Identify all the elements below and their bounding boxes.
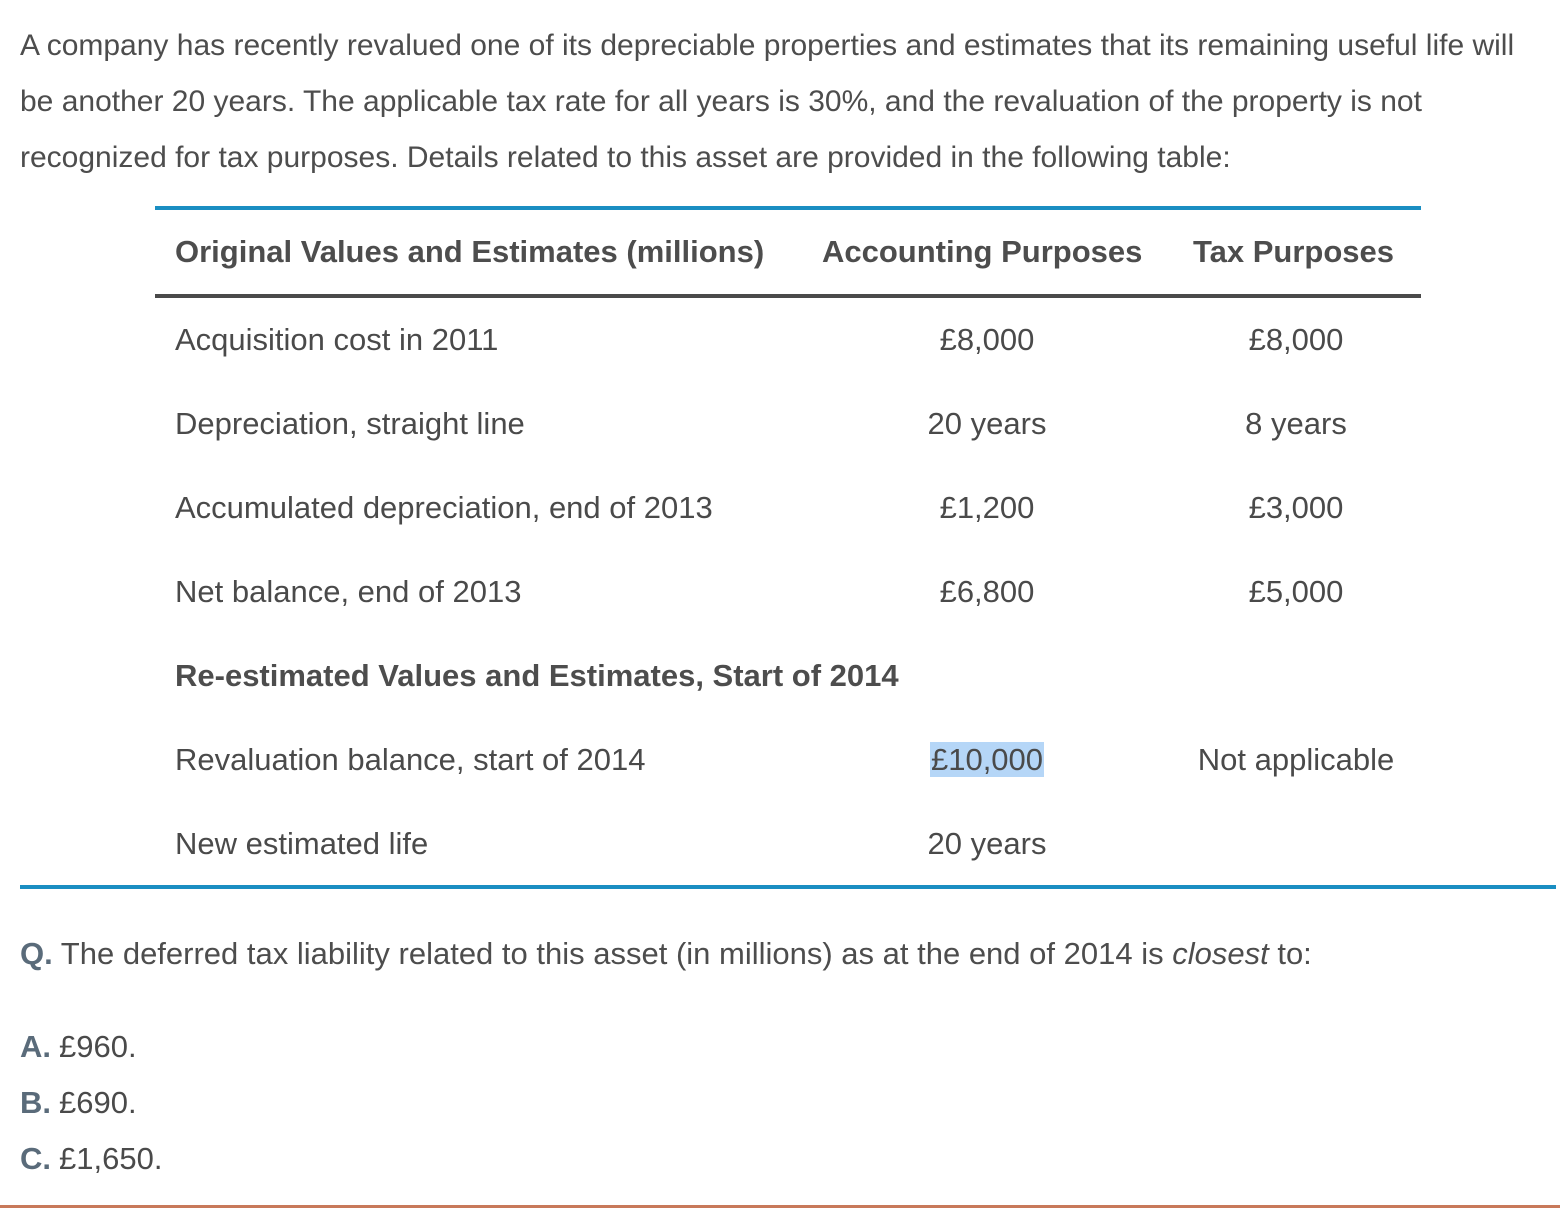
question-emphasis: closest bbox=[1172, 936, 1269, 971]
row-tax-net-balance: £5,000 bbox=[1248, 574, 1344, 609]
row-label-accumulated-depreciation: Accumulated depreciation, end of 2013 bbox=[175, 490, 713, 525]
row-tax-acquisition-cost: £8,000 bbox=[1248, 322, 1344, 357]
header-accounting-purposes: Accounting Purposes bbox=[822, 234, 1143, 269]
row-tax-accumulated-depreciation: £3,000 bbox=[1248, 490, 1344, 525]
selected-text-highlight[interactable]: £10,000 bbox=[930, 742, 1044, 777]
row-tax-revaluation-balance: Not applicable bbox=[1197, 742, 1395, 777]
question-text-end: to: bbox=[1277, 936, 1312, 971]
row-accounting-new-estimated-life: 20 years bbox=[927, 826, 1047, 861]
answer-text: £960. bbox=[59, 1029, 137, 1064]
row-accounting-net-balance: £6,800 bbox=[939, 574, 1035, 609]
answer-text: £690. bbox=[59, 1085, 137, 1120]
row-accounting-depreciation: 20 years bbox=[927, 406, 1047, 441]
row-tax-depreciation: 8 years bbox=[1245, 406, 1347, 441]
intro-paragraph: A company has recently revalued one of its depreciable properties and estimates that its remaining useful life will be another 20 years. The applicable tax rate for all years is 30%, and the revaluation of the property is not recognized for tax purposes. Details related to this asset are provided in the following table: bbox=[20, 29, 1515, 174]
question-label: Q. bbox=[20, 936, 53, 971]
row-accounting-accumulated-depreciation: £1,200 bbox=[939, 490, 1035, 525]
answer-list bbox=[20, 1025, 162, 1193]
table-top-rule bbox=[155, 206, 1421, 210]
table-header-rule bbox=[155, 294, 1421, 298]
row-label-acquisition-cost: Acquisition cost in 2011 bbox=[175, 322, 499, 357]
section-heading-reestimated: Re-estimated Values and Estimates, Start of 2014 bbox=[175, 658, 899, 693]
header-tax-purposes: Tax Purposes bbox=[1193, 234, 1395, 269]
answer-letter: A. bbox=[20, 1029, 51, 1064]
row-accounting-acquisition-cost: £8,000 bbox=[939, 322, 1035, 357]
row-accounting-revaluation-balance bbox=[820, 740, 1154, 780]
row-label-revaluation-balance: Revaluation balance, start of 2014 bbox=[175, 742, 646, 777]
header-original-values: Original Values and Estimates (millions) bbox=[175, 234, 765, 269]
answer-letter: C. bbox=[20, 1141, 51, 1176]
table-bottom-rule bbox=[20, 885, 1556, 889]
answer-letter: B. bbox=[20, 1085, 51, 1120]
answer-option-a[interactable] bbox=[20, 1025, 162, 1081]
row-label-depreciation: Depreciation, straight line bbox=[175, 406, 525, 441]
question-text: The deferred tax liability related to this asset (in millions) as at the end of 2014 is bbox=[60, 936, 1164, 971]
question bbox=[20, 934, 1312, 974]
row-label-net-balance: Net balance, end of 2013 bbox=[175, 574, 522, 609]
answer-text: £1,650. bbox=[59, 1141, 163, 1176]
answer-option-c[interactable] bbox=[20, 1137, 162, 1193]
answer-option-b[interactable] bbox=[20, 1081, 162, 1137]
row-label-new-estimated-life: New estimated life bbox=[175, 826, 429, 861]
